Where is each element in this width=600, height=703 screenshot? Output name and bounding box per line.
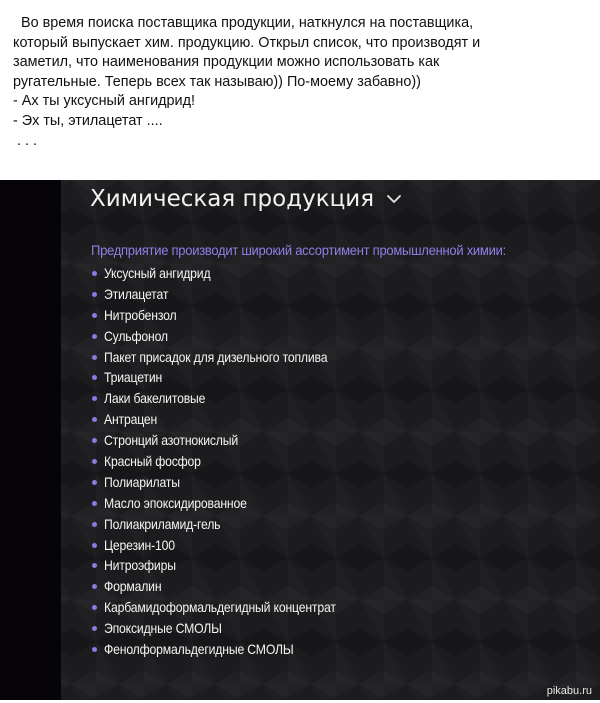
list-item: Сульфонол [92, 326, 362, 347]
list-item: Красный фосфор [92, 451, 362, 472]
intro-line: ругательные. Теперь всех так называю)) По-моему забавно)) [13, 73, 421, 90]
list-item: Уксусный ангидрид [92, 263, 362, 284]
bullet-icon [92, 313, 97, 318]
left-sidebar-strip [0, 180, 61, 700]
bullet-icon [92, 501, 97, 506]
bullet-icon [92, 543, 97, 548]
list-item: Формалин [92, 576, 362, 597]
intro-line: заметил, что наименования продукции можно использовать как [13, 54, 440, 71]
bullet-icon [92, 271, 97, 276]
list-item: Триацетин [92, 367, 362, 388]
section-title-text: Химическая продукция [90, 186, 375, 212]
bullet-icon [92, 626, 97, 631]
product-panel-screenshot [0, 180, 600, 700]
bullet-icon [92, 647, 97, 652]
list-item: Стронций азотнокислый [92, 430, 362, 451]
list-item: Нитроэфиры [92, 555, 362, 576]
list-item: Полиакриламид-гель [92, 514, 362, 535]
section-subtitle: Предприятие производит широкий ассортимент промышленной химии: [91, 242, 506, 258]
list-item: Этилацетат [92, 284, 362, 305]
list-item: Масло эпоксидированное [92, 493, 362, 514]
intro-line: - Ах ты уксусный ангидрид! [13, 93, 195, 110]
bullet-icon [92, 522, 97, 527]
list-item: Фенолформальдегидные СМОЛЫ [92, 639, 362, 660]
bullet-icon [92, 563, 97, 568]
list-item: Церезин-100 [92, 535, 362, 556]
bullet-icon [92, 480, 97, 485]
intro-text [13, 14, 598, 151]
list-item: Эпоксидные СМОЛЫ [92, 618, 362, 639]
intro-line: - Эх ты, этилацетат .... [13, 112, 163, 129]
chevron-down-icon[interactable] [386, 191, 402, 207]
bullet-icon [92, 584, 97, 589]
bullet-icon [92, 355, 97, 360]
bullet-icon [92, 334, 97, 339]
watermark: pikabu.ru [546, 685, 592, 697]
bullet-icon [92, 417, 97, 422]
list-item: Нитробензол [92, 305, 362, 326]
bullet-icon [92, 396, 97, 401]
intro-line: который выпускает хим. продукцию. Открыл список, что производят и [13, 34, 481, 51]
section-title[interactable] [90, 186, 402, 212]
list-item: Антрацен [92, 409, 362, 430]
list-item: Пакет присадок для дизельного топлива [92, 347, 362, 368]
list-item: Полиарилаты [92, 472, 362, 493]
intro-line: Во время поиска поставщика продукции, наткнулся на поставщика, [13, 15, 474, 31]
list-item: Лаки бакелитовые [92, 388, 362, 409]
bullet-icon [92, 375, 97, 380]
bullet-icon [92, 459, 97, 464]
bullet-icon [92, 292, 97, 297]
bullet-icon [92, 438, 97, 443]
list-item: Карбамидоформальдегидный концентрат [92, 597, 362, 618]
intro-line: . . . [13, 132, 37, 149]
product-list [92, 263, 362, 660]
bullet-icon [92, 605, 97, 610]
